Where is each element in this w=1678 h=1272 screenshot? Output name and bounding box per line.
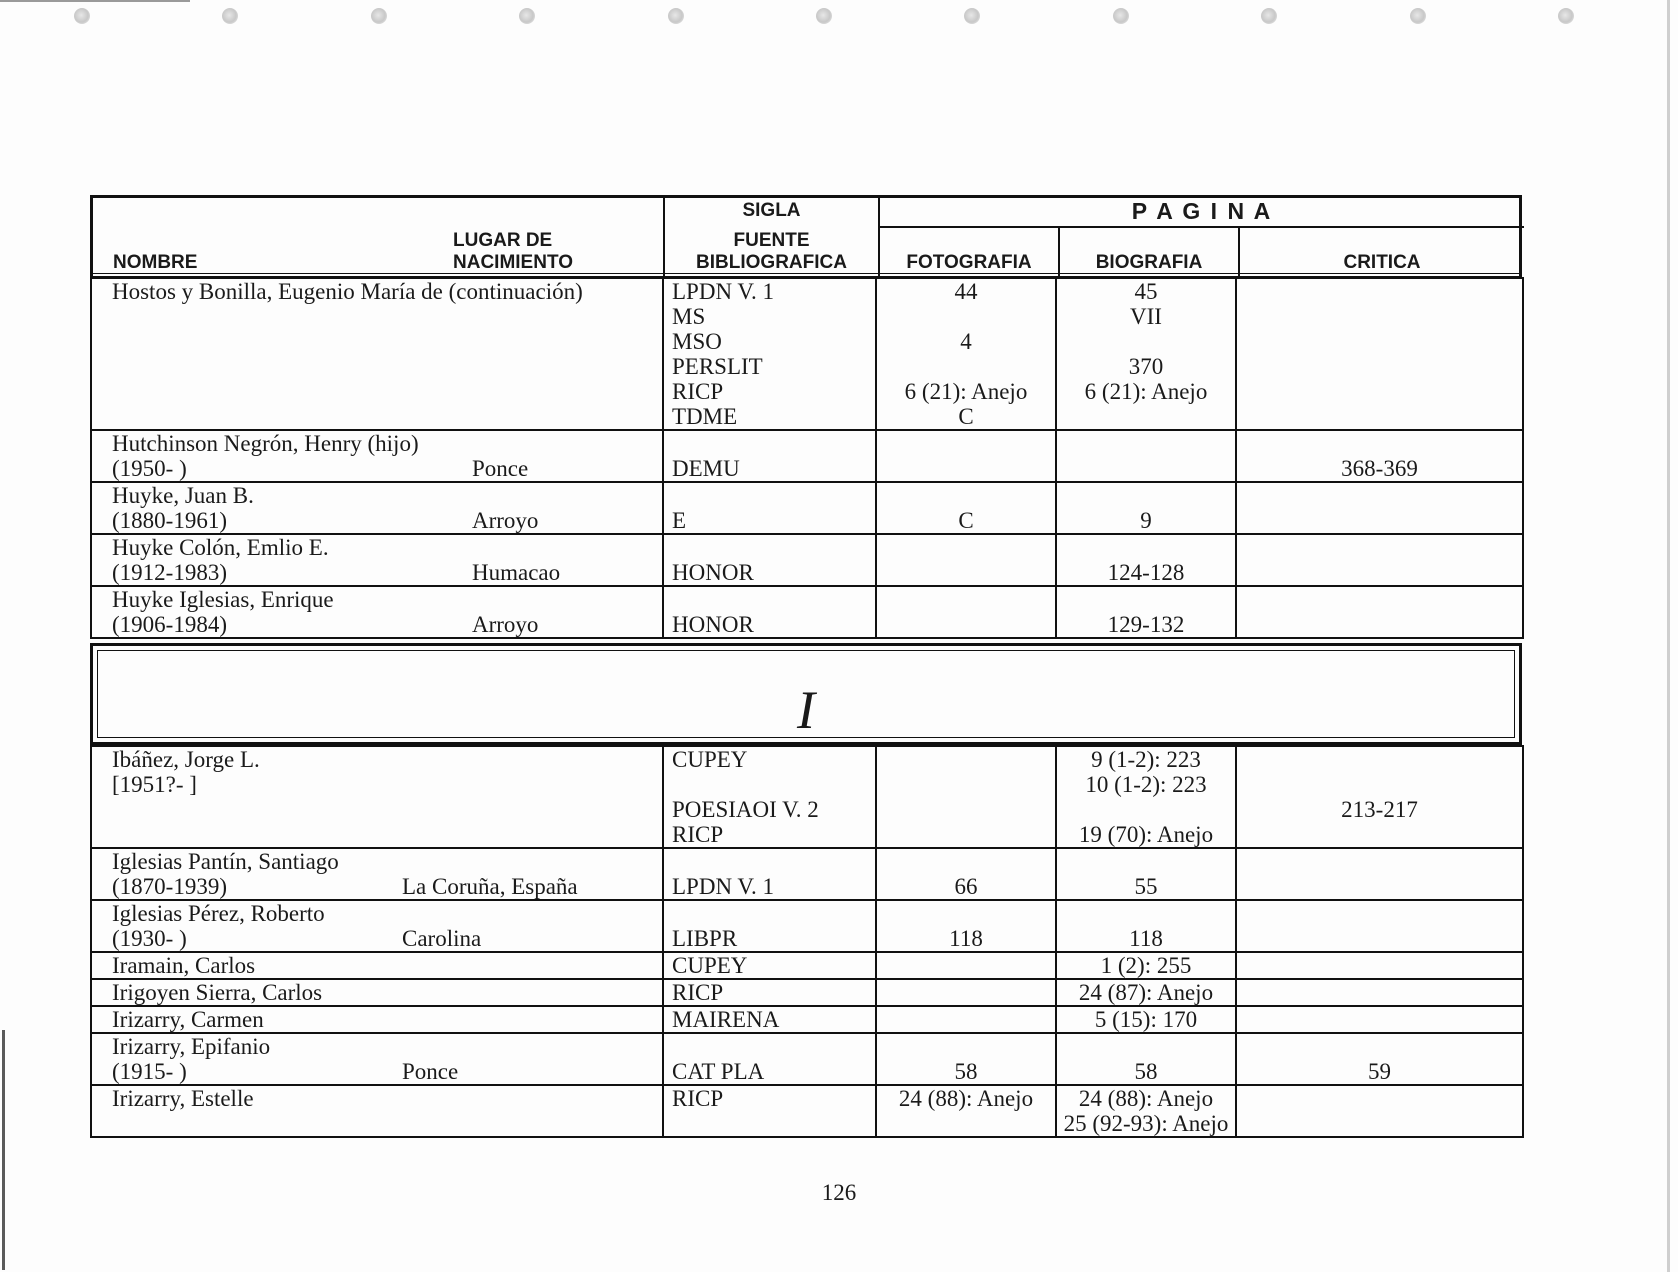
- cell-critica: [1236, 1085, 1523, 1137]
- fotografia-line: [881, 747, 1051, 772]
- cell-nombre: [91, 848, 663, 900]
- fotografia-line: [881, 901, 1051, 926]
- fotografia-line: [881, 849, 1051, 874]
- cell-nombre: [91, 1085, 663, 1137]
- sigla-line: RICP: [672, 1086, 724, 1111]
- cell-biografia: [1056, 1006, 1236, 1033]
- lugar-nacimiento: La Coruña, España: [402, 874, 578, 899]
- cell-critica: [1236, 534, 1523, 586]
- fotografia-line: [881, 560, 1051, 585]
- nombre-line: (1906-1984) Arroyo: [112, 612, 539, 637]
- nombre-line: Hutchinson Negrón, Henry (hijo): [112, 431, 419, 456]
- critica-line: [1241, 874, 1518, 899]
- sigla-line: MAIRENA: [672, 1007, 780, 1032]
- binder-hole: [222, 8, 238, 24]
- nombre-line: Ibáñez, Jorge L.: [112, 747, 260, 772]
- cell-biografia: [1056, 534, 1236, 586]
- sigla-line: LPDN V. 1: [672, 279, 775, 304]
- header-lugar-line1: LUGAR DE: [453, 230, 553, 251]
- cell-critica: [1236, 979, 1523, 1006]
- fotografia-line: C: [958, 404, 974, 429]
- biografia-line: 45: [1134, 279, 1158, 304]
- fotografia-line: [881, 772, 1051, 797]
- fotografia-line: [881, 953, 1051, 978]
- cell-nombre: [91, 586, 663, 638]
- sigla-line: [672, 587, 871, 612]
- critica-line: [1241, 980, 1518, 1005]
- biografia-line: [1061, 404, 1231, 429]
- critica-line: [1241, 953, 1518, 978]
- table-row: [91, 586, 1523, 638]
- biografia-line: 24 (88): Anejo: [1078, 1086, 1214, 1111]
- cell-biografia: [1056, 1085, 1236, 1137]
- cell-critica: [1236, 1006, 1523, 1033]
- cell-fotografia: [876, 278, 1056, 430]
- biografia-line: 129-132: [1107, 612, 1185, 637]
- header-sigla-line3: BIBLIOGRAFICA: [696, 252, 847, 273]
- table-section-h: [90, 277, 1524, 639]
- biografia-line: 118: [1129, 926, 1163, 951]
- sigla-line: MSO: [672, 329, 722, 354]
- binder-hole: [1113, 8, 1129, 24]
- biografia-line: 6 (21): Anejo: [1084, 379, 1208, 404]
- critica-line: [1241, 1034, 1518, 1059]
- cell-sigla: [663, 586, 876, 638]
- critica-line: [1241, 431, 1518, 456]
- fotografia-line: [881, 587, 1051, 612]
- binder-hole: [371, 8, 387, 24]
- nombre-line: Huyke, Juan B.: [112, 483, 254, 508]
- cell-fotografia: [876, 952, 1056, 979]
- critica-line: [1241, 1086, 1518, 1111]
- cell-sigla: [663, 979, 876, 1006]
- critica-line: [1241, 1007, 1518, 1032]
- nombre-line: Irizarry, Estelle: [112, 1086, 254, 1111]
- section-letter: I: [797, 680, 815, 740]
- cell-biografia: [1056, 1033, 1236, 1085]
- fotografia-line: [881, 1034, 1051, 1059]
- sigla-line: [672, 1111, 871, 1136]
- cell-fotografia: [876, 979, 1056, 1006]
- fotografia-line: 44: [954, 279, 978, 304]
- binder-hole: [1261, 8, 1277, 24]
- nombre-line: (1912-1983) Humacao: [112, 560, 561, 585]
- sigla-line: LPDN V. 1: [672, 874, 775, 899]
- nombre-line: Irigoyen Sierra, Carlos: [112, 980, 323, 1005]
- scan-edge-line: [2, 1030, 5, 1270]
- sigla-line: POESIAOI V. 2: [672, 797, 819, 822]
- critica-line: [1241, 508, 1518, 533]
- biografia-line: 10 (1-2): 223: [1085, 772, 1207, 797]
- sigla-line: CUPEY: [672, 953, 748, 978]
- fotografia-line: [881, 822, 1051, 847]
- binder-holes: [0, 0, 1678, 30]
- cell-critica: [1236, 1033, 1523, 1085]
- biografia-line: VII: [1130, 304, 1162, 329]
- nombre-line: (1930- ) Carolina: [112, 926, 482, 951]
- header-fotografia: FOTOGRAFIA: [906, 252, 1032, 273]
- sigla-line: [672, 1034, 871, 1059]
- sigla-line: HONOR: [672, 612, 754, 637]
- biografia-line: [1061, 797, 1231, 822]
- cell-fotografia: [876, 1085, 1056, 1137]
- cell-fotografia: [876, 430, 1056, 482]
- nombre-line: (1880-1961) Arroyo: [112, 508, 539, 533]
- nombre-line: Irizarry, Epifanio: [112, 1034, 271, 1059]
- cell-critica: [1236, 586, 1523, 638]
- binder-hole: [668, 8, 684, 24]
- critica-line: [1241, 329, 1518, 354]
- critica-line: [1241, 822, 1518, 847]
- biografia-line: [1061, 431, 1231, 456]
- header-biografia: BIOGRAFIA: [1095, 252, 1203, 273]
- table-row: [91, 746, 1523, 848]
- biografia-line: 19 (70): Anejo: [1078, 822, 1214, 847]
- critica-line: [1241, 747, 1518, 772]
- binder-hole: [1410, 8, 1426, 24]
- fotografia-line: [881, 304, 1051, 329]
- cell-critica: [1236, 278, 1523, 430]
- table-row: [91, 534, 1523, 586]
- sigla-line: LIBPR: [672, 926, 738, 951]
- sigla-line: RICP: [672, 822, 724, 847]
- header-lugar-line2: NACIMIENTO: [453, 252, 573, 273]
- biografia-line: 370: [1128, 354, 1164, 379]
- biografia-line: 9: [1140, 508, 1152, 533]
- header-nombre: NOMBRE: [113, 252, 198, 273]
- biografia-line: [1061, 1034, 1231, 1059]
- cell-sigla: [663, 278, 876, 430]
- fotografia-line: [881, 1007, 1051, 1032]
- biografia-line: [1061, 849, 1231, 874]
- nombre-line: [112, 822, 658, 847]
- sigla-line: HONOR: [672, 560, 754, 585]
- sigla-line: RICP: [672, 980, 724, 1005]
- nombre-line: [112, 379, 658, 404]
- sigla-line: CAT PLA: [672, 1059, 765, 1084]
- header-pagina: P A G I N A: [1131, 198, 1273, 224]
- cell-biografia: [1056, 900, 1236, 952]
- cell-biografia: [1056, 430, 1236, 482]
- biografia-line: 25 (92-93): Anejo: [1063, 1111, 1229, 1136]
- sigla-line: [672, 483, 871, 508]
- table-row: [91, 430, 1523, 482]
- header-sigla-line2: FUENTE: [733, 230, 810, 251]
- fotografia-line: 4: [960, 329, 972, 354]
- cell-sigla: [663, 1033, 876, 1085]
- table-row: [91, 848, 1523, 900]
- nombre-line: [1951?- ]: [112, 772, 197, 797]
- nombre-line: [112, 404, 658, 429]
- sigla-line: [672, 431, 871, 456]
- binder-hole: [74, 8, 90, 24]
- sigla-line: [672, 901, 871, 926]
- cell-biografia: [1056, 746, 1236, 848]
- critica-line: [1241, 926, 1518, 951]
- critica-line: [1241, 560, 1518, 585]
- biografia-line: [1061, 483, 1231, 508]
- cell-nombre: [91, 900, 663, 952]
- cell-biografia: [1056, 482, 1236, 534]
- fotografia-line: 118: [949, 926, 983, 951]
- biografia-line: 124-128: [1107, 560, 1185, 585]
- critica-line: [1241, 304, 1518, 329]
- critica-line: [1241, 901, 1518, 926]
- cell-fotografia: [876, 848, 1056, 900]
- cell-fotografia: [876, 1006, 1056, 1033]
- table-row: [91, 278, 1523, 430]
- biografia-line: 9 (1-2): 223: [1091, 747, 1201, 772]
- critica-line: 213-217: [1341, 797, 1418, 822]
- cell-critica: [1236, 952, 1523, 979]
- fotografia-line: 24 (88): Anejo: [898, 1086, 1034, 1111]
- critica-line: 59: [1368, 1059, 1391, 1084]
- cell-sigla: [663, 900, 876, 952]
- sigla-line: PERSLIT: [672, 354, 763, 379]
- sigla-line: E: [672, 508, 687, 533]
- sigla-line: RICP: [672, 379, 724, 404]
- biografia-line: 24 (87): Anejo: [1078, 980, 1214, 1005]
- biografia-line: 5 (15): 170: [1094, 1007, 1198, 1032]
- cell-critica: [1236, 482, 1523, 534]
- cell-fotografia: [876, 1033, 1056, 1085]
- biografia-line: 1 (2): 255: [1100, 953, 1192, 978]
- sigla-line: [672, 849, 871, 874]
- fotografia-line: [881, 797, 1051, 822]
- lugar-nacimiento: Humacao: [472, 560, 561, 585]
- cell-critica: [1236, 848, 1523, 900]
- fotografia-line: [881, 483, 1051, 508]
- cell-biografia: [1056, 586, 1236, 638]
- biografia-line: [1061, 587, 1231, 612]
- table-row: [91, 952, 1523, 979]
- cell-sigla: [663, 1006, 876, 1033]
- table-row: [91, 1006, 1523, 1033]
- table-row: [91, 482, 1523, 534]
- cell-biografia: [1056, 952, 1236, 979]
- cell-fotografia: [876, 746, 1056, 848]
- cell-nombre: [91, 746, 663, 848]
- critica-line: [1241, 612, 1518, 637]
- nombre-line: Irizarry, Carmen: [112, 1007, 264, 1032]
- index-table: [90, 195, 1522, 1145]
- table-row: [91, 979, 1523, 1006]
- cell-sigla: [663, 952, 876, 979]
- critica-line: [1241, 772, 1518, 797]
- binder-hole: [964, 8, 980, 24]
- sigla-line: DEMU: [672, 456, 740, 481]
- biografia-line: 55: [1134, 874, 1158, 899]
- cell-critica: [1236, 900, 1523, 952]
- cell-biografia: [1056, 848, 1236, 900]
- cell-critica: [1236, 430, 1523, 482]
- binder-hole: [816, 8, 832, 24]
- lugar-nacimiento: Ponce: [472, 456, 529, 481]
- sigla-line: TDME: [672, 404, 738, 429]
- cell-nombre: [91, 952, 663, 979]
- header-critica: CRITICA: [1343, 252, 1421, 273]
- cell-fotografia: [876, 482, 1056, 534]
- page-number: 126: [821, 1180, 857, 1205]
- cell-nombre: [91, 534, 663, 586]
- critica-line: 368-369: [1341, 456, 1418, 481]
- nombre-line: Hostos y Bonilla, Eugenio María de (continuación): [112, 279, 583, 304]
- critica-line: [1241, 279, 1518, 304]
- sigla-line: [672, 535, 871, 560]
- critica-line: [1241, 587, 1518, 612]
- nombre-line: Iramain, Carlos: [112, 953, 256, 978]
- fotografia-line: C: [958, 508, 974, 533]
- fotografia-line: [881, 980, 1051, 1005]
- lugar-nacimiento: Arroyo: [472, 508, 539, 533]
- lugar-nacimiento: Arroyo: [472, 612, 539, 637]
- header-sigla-line1: SIGLA: [742, 200, 801, 221]
- binder-hole: [1558, 8, 1574, 24]
- cell-biografia: [1056, 278, 1236, 430]
- biografia-line: [1061, 456, 1231, 481]
- biografia-line: 58: [1134, 1059, 1158, 1084]
- nombre-line: Iglesias Pantín, Santiago: [112, 849, 339, 874]
- fotografia-line: [881, 612, 1051, 637]
- nombre-line: [112, 1111, 658, 1136]
- sigla-line: CUPEY: [672, 747, 748, 772]
- nombre-line: (1915- ) Ponce: [112, 1059, 459, 1084]
- cell-nombre: [91, 278, 663, 430]
- critica-line: [1241, 849, 1518, 874]
- cell-sigla: [663, 430, 876, 482]
- cell-fotografia: [876, 586, 1056, 638]
- fotografia-line: [881, 456, 1051, 481]
- table-header: [90, 195, 1522, 276]
- cell-nombre: [91, 1033, 663, 1085]
- biografia-line: [1061, 535, 1231, 560]
- fotografia-line: [881, 354, 1051, 379]
- critica-line: [1241, 535, 1518, 560]
- table-row: [91, 900, 1523, 952]
- critica-line: [1241, 1111, 1518, 1136]
- fotografia-line: [881, 535, 1051, 560]
- cell-nombre: [91, 430, 663, 482]
- table-row: [91, 1033, 1523, 1085]
- binder-hole: [519, 8, 535, 24]
- cell-sigla: [663, 534, 876, 586]
- critica-line: [1241, 379, 1518, 404]
- nombre-line: Iglesias Pérez, Roberto: [112, 901, 325, 926]
- cell-critica: [1236, 746, 1523, 848]
- biografia-line: [1061, 901, 1231, 926]
- cell-nombre: [91, 979, 663, 1006]
- nombre-line: (1870-1939) La Coruña, España: [112, 874, 578, 899]
- table-section-i: [90, 745, 1524, 1138]
- fotografia-line: [881, 1111, 1051, 1136]
- critica-line: [1241, 404, 1518, 429]
- cell-sigla: [663, 746, 876, 848]
- cell-sigla: [663, 1085, 876, 1137]
- nombre-line: [112, 797, 658, 822]
- section-letter-box: [90, 643, 1522, 745]
- nombre-line: (1950- ) Ponce: [112, 456, 529, 481]
- cell-nombre: [91, 482, 663, 534]
- cell-fotografia: [876, 900, 1056, 952]
- lugar-nacimiento: Carolina: [402, 926, 482, 951]
- cell-sigla: [663, 482, 876, 534]
- critica-line: [1241, 354, 1518, 379]
- sigla-line: [672, 772, 871, 797]
- fotografia-line: 58: [954, 1059, 978, 1084]
- nombre-line: Huyke Iglesias, Enrique: [112, 587, 334, 612]
- table-row: [91, 1085, 1523, 1137]
- nombre-line: [112, 329, 658, 354]
- cell-biografia: [1056, 979, 1236, 1006]
- sigla-line: MS: [672, 304, 706, 329]
- nombre-line: Huyke Colón, Emlio E.: [112, 535, 329, 560]
- scan-edge-line: [1667, 0, 1670, 1272]
- fotografia-line: 66: [954, 874, 978, 899]
- fotografia-line: 6 (21): Anejo: [904, 379, 1028, 404]
- nombre-line: [112, 354, 658, 379]
- critica-line: [1241, 483, 1518, 508]
- lugar-nacimiento: Ponce: [402, 1059, 459, 1084]
- cell-fotografia: [876, 534, 1056, 586]
- biografia-line: [1061, 329, 1231, 354]
- cell-sigla: [663, 848, 876, 900]
- nombre-line: [112, 304, 658, 329]
- fotografia-line: [881, 431, 1051, 456]
- cell-nombre: [91, 1006, 663, 1033]
